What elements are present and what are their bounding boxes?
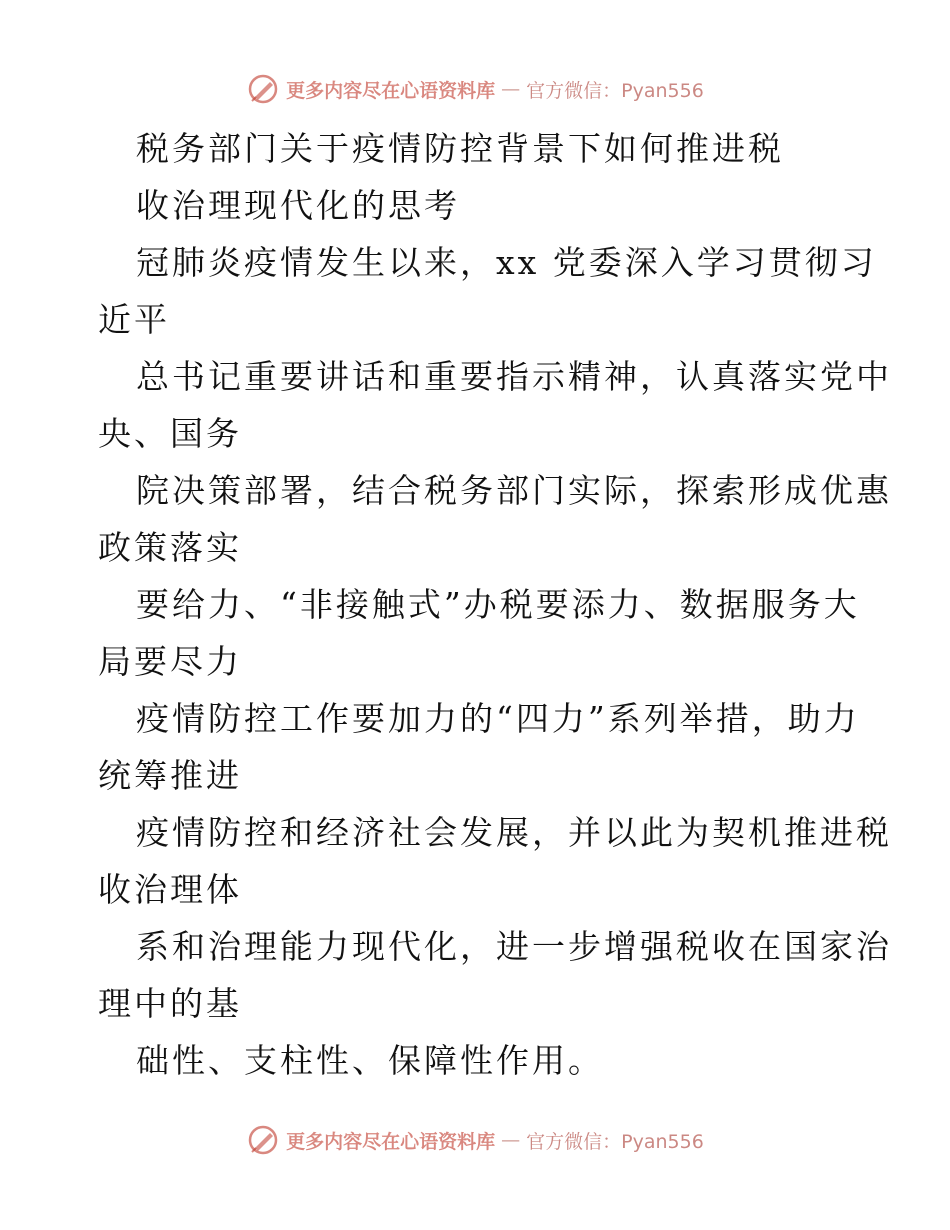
body-line: 政策落实: [98, 528, 242, 567]
body-line: 冠肺炎疫情发生以来，xx 党委深入学习贯彻习: [136, 243, 877, 282]
body-line: 近平: [98, 300, 170, 339]
footer-watermark: [246, 1123, 704, 1157]
body-line: 统筹推进: [98, 756, 242, 795]
body-line: 院决策部署，结合税务部门实际，探索形成优惠: [136, 471, 892, 510]
header-watermark-wechat: 官方微信：Pyan556: [526, 79, 704, 102]
body-line: 疫情防控和经济社会发展，并以此为契机推进税: [136, 813, 892, 852]
quill-logo-icon: [246, 1123, 280, 1157]
body-line: 央、国务: [98, 414, 242, 453]
body-line: 局要尽力: [98, 642, 242, 681]
body-line: 疫情防控工作要加力的“四力”系列举措，助力: [136, 699, 860, 738]
title-line-1: 税务部门关于疫情防控背景下如何推进税: [136, 129, 784, 168]
header-watermark-text: 更多内容尽在心语资料库: [286, 79, 496, 102]
header-watermark-separator: —: [501, 78, 521, 100]
body-line: 总书记重要讲话和重要指示精神，认真落实党中: [136, 357, 892, 396]
body-line: 础性、支柱性、保障性作用。: [136, 1041, 604, 1080]
document-body: [98, 120, 892, 1089]
body-line: 系和治理能力现代化，进一步增强税收在国家治: [136, 927, 892, 966]
header-watermark-banner: [0, 69, 950, 109]
footer-watermark-text: 更多内容尽在心语资料库: [286, 1130, 496, 1153]
footer-watermark-wechat: 官方微信：Pyan556: [526, 1130, 704, 1153]
footer-watermark-separator: —: [501, 1129, 521, 1151]
footer-watermark-banner: [0, 1120, 950, 1160]
body-line: 理中的基: [98, 984, 242, 1023]
title-line-2: 收治理现代化的思考: [136, 186, 460, 225]
header-watermark: [246, 72, 704, 106]
quill-logo-icon: [246, 72, 280, 106]
body-line: 要给力、“非接触式”办税要添力、数据服务大: [136, 585, 860, 624]
body-line: 收治理体: [98, 870, 242, 909]
